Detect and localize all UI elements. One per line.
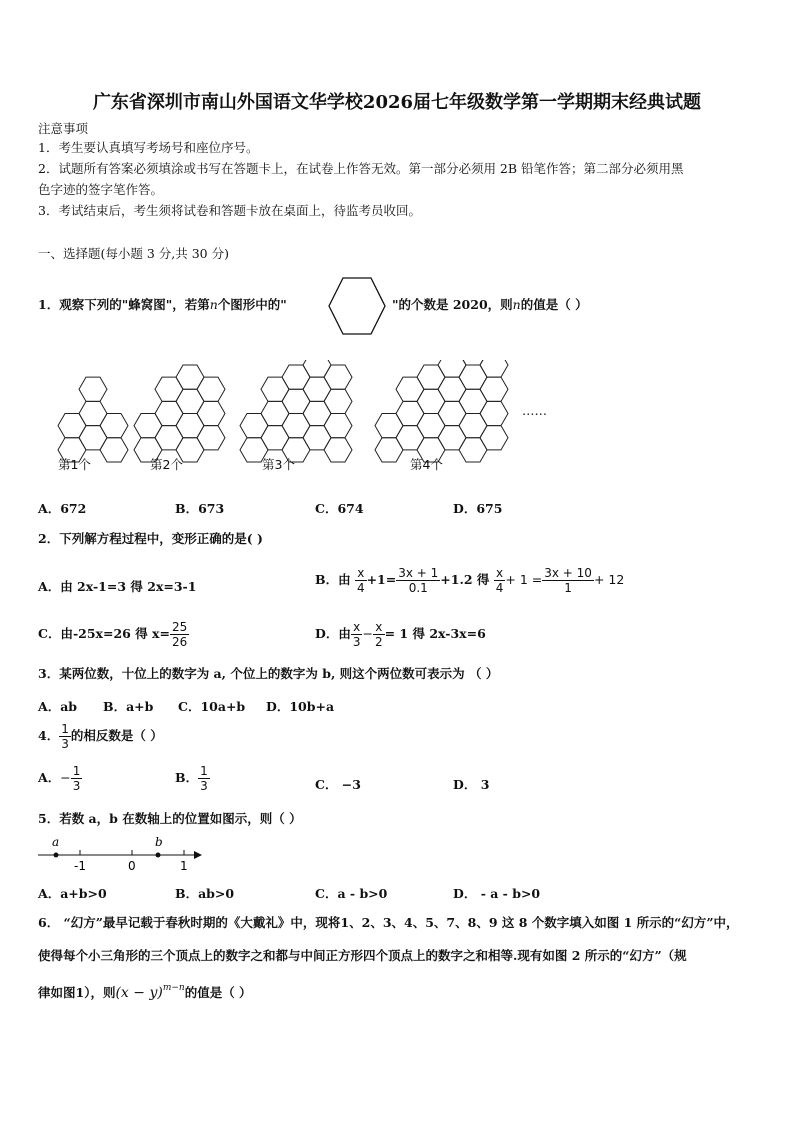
arrow-icon <box>194 851 202 859</box>
denominator: 0.1 <box>408 581 428 595</box>
denominator: 1 <box>564 581 572 595</box>
q2-b-mid3: + 1 = <box>505 572 543 587</box>
denominator: 3 <box>352 635 361 649</box>
q6-exponent: m−n <box>162 983 185 993</box>
q1-text-c: "的个数是 2020，则 <box>392 297 513 312</box>
honeycomb-cell <box>396 426 424 450</box>
q6-expression: (x − y) <box>115 985 163 1002</box>
honeycomb-cell <box>79 401 107 425</box>
q2-b-prefix: B．由 <box>315 572 351 587</box>
q4-option-b[interactable] <box>175 764 210 793</box>
q5-option-d[interactable]: D． - a - b>0 <box>453 886 541 901</box>
q1-stem-tail <box>392 296 588 314</box>
q2-option-b[interactable] <box>315 566 624 595</box>
honeycomb-cell <box>324 365 352 389</box>
q2-option-c[interactable] <box>38 620 189 649</box>
numerator: 3x + 10 <box>544 566 592 580</box>
q5-option-c[interactable]: C．a - b>0 <box>315 886 388 901</box>
numerator: x <box>373 620 385 635</box>
q3-option-a[interactable]: A．ab <box>38 699 78 714</box>
figure-caption-2: 第2个 <box>150 457 183 472</box>
q4-b-label: B． <box>175 770 199 785</box>
figure-caption-3: 第3个 <box>262 457 295 472</box>
honeycomb-cell <box>303 401 331 425</box>
denominator: 26 <box>171 635 188 649</box>
honeycomb-cell <box>176 389 204 413</box>
tick-label: 1 <box>180 859 188 873</box>
numerator: x <box>355 566 367 581</box>
honeycomb-cell <box>176 365 204 389</box>
honeycomb-cell <box>100 414 128 438</box>
honeycomb-cell <box>459 438 487 462</box>
page-title: 广东省深圳市南山外国语文华学校2026届七年级数学第一学期期末经典试题 <box>92 92 702 113</box>
q1-stem <box>38 296 287 314</box>
honeycomb-cell <box>303 360 331 377</box>
q3-option-c[interactable]: C．10a+b <box>178 699 246 714</box>
numerator: x <box>351 620 363 635</box>
q6-line-3 <box>38 981 252 1002</box>
q2-b-mid: +1= <box>366 572 397 587</box>
q4-number: 4． <box>38 728 60 743</box>
honeycomb-cell <box>480 401 508 425</box>
honeycomb-figure-1 <box>58 377 128 462</box>
denominator: 3 <box>72 779 81 793</box>
q3-option-d[interactable]: D．10b+a <box>266 699 335 714</box>
denominator: 3 <box>200 779 208 793</box>
honeycomb-cell <box>79 377 107 401</box>
q1-option-a[interactable]: A．672 <box>38 501 87 516</box>
q1-text-a: 1．观察下列的"蜂窝图"，若第 <box>38 297 210 312</box>
notice-item-3: 3．考试结束后，考生须将试卷和答题卡放在桌面上，待监考员收回。 <box>38 203 421 218</box>
honeycomb-cell <box>100 438 128 462</box>
section-heading: 一、选择题(每小题 3 分,共 30 分) <box>38 246 229 261</box>
fraction <box>355 566 367 595</box>
honeycomb-cell <box>261 377 289 401</box>
honeycomb-cell <box>396 401 424 425</box>
figure-caption-1: 第1个 <box>58 457 91 472</box>
q2-b-mid2: +1.2 得 <box>440 572 490 587</box>
hexagon-icon <box>322 274 392 338</box>
minus-sign: − <box>362 626 373 641</box>
q1-text-b: 个图形中的" <box>217 297 287 312</box>
fraction <box>59 722 71 751</box>
honeycomb-cell <box>480 360 508 377</box>
honeycomb-cell <box>375 414 403 438</box>
honeycomb-cell <box>324 389 352 413</box>
notice-item-1: 1．考生要认真填写考场号和座位序号。 <box>38 140 259 155</box>
q1-option-d[interactable]: D．675 <box>453 501 503 516</box>
honeycomb-cell <box>417 414 445 438</box>
q1-text-d: 的值是（ ） <box>520 297 588 312</box>
honeycomb-cell <box>417 389 445 413</box>
tick-label: -1 <box>74 859 86 873</box>
q2-d-end: = 1 得 2x-3x=6 <box>384 626 486 641</box>
q2-option-a[interactable]: A．由 2x-1=3 得 2x=3-1 <box>38 579 197 594</box>
fraction <box>373 620 385 649</box>
honeycomb-figure-4 <box>375 360 508 462</box>
honeycomb-cell <box>240 414 268 438</box>
q6-line-2: 使得每个小三角形的三个顶点上的数字之和都与中间正方形四个顶点上的数字之和相等.现有如图 2 所示的“幻方”（规 <box>38 948 687 963</box>
q5-option-a[interactable]: A．a+b>0 <box>38 886 107 901</box>
denominator: 3 <box>61 737 69 751</box>
q4-option-d[interactable]: D． 3 <box>453 777 490 792</box>
q4-a-label: A． <box>38 770 61 785</box>
honeycomb-cell <box>155 377 183 401</box>
honeycomb-cell <box>282 389 310 413</box>
q3-option-b[interactable]: B．a+b <box>103 699 154 714</box>
honeycomb-cell <box>459 389 487 413</box>
honeycomb-cell <box>480 377 508 401</box>
honeycomb-cell <box>480 426 508 450</box>
label-b: b <box>155 835 163 849</box>
honeycomb-cell <box>197 426 225 450</box>
numerator: 1 <box>61 722 69 736</box>
numerator: 1 <box>200 764 208 778</box>
honeycomb-cell <box>459 414 487 438</box>
honeycomb-cell <box>324 438 352 462</box>
q2-option-d[interactable] <box>315 620 486 649</box>
label-a: a <box>52 835 60 849</box>
honeycomb-cell <box>459 365 487 389</box>
fraction <box>542 566 594 595</box>
honeycomb-cell <box>155 401 183 425</box>
denominator: 4 <box>495 581 504 595</box>
q2-c-prefix: C．由-25x=26 得 x= <box>38 626 170 641</box>
honeycomb-cell <box>58 414 86 438</box>
fraction <box>170 620 189 649</box>
honeycomb-cell <box>324 414 352 438</box>
honeycomb-figures <box>30 360 570 476</box>
denominator: 4 <box>356 581 365 595</box>
honeycomb-cell <box>375 438 403 462</box>
tick-label: 0 <box>128 859 136 873</box>
q3-stem: 3．某两位数，十位上的数字为 a, 个位上的数字为 b, 则这个两位数可表示为 （ ） <box>38 666 499 681</box>
fraction <box>494 566 506 595</box>
honeycomb-cell <box>134 414 162 438</box>
notice-heading: 注意事项 <box>38 121 89 136</box>
honeycomb-figure-3 <box>240 360 352 462</box>
q2-stem: 2．下列解方程过程中，变形正确的是( ) <box>38 531 263 546</box>
honeycomb-cell <box>303 377 331 401</box>
honeycomb-cell <box>417 365 445 389</box>
honeycomb-cell <box>438 360 466 377</box>
q4-option-c[interactable]: C． −3 <box>315 777 361 792</box>
q2-b-end: + 12 <box>593 572 625 587</box>
fraction <box>71 764 83 793</box>
honeycomb-figure-2 <box>134 365 225 462</box>
denominator: 2 <box>374 635 383 649</box>
honeycomb-cell <box>261 426 289 450</box>
fraction <box>396 566 440 595</box>
q6-line-1: 6． “幻方”最早记载于春秋时期的《大戴礼》中，现将1、2、3、4、5、7、8、9 这 8 个数字填入如图 1 所示的“幻方”中， <box>38 915 739 930</box>
honeycomb-cell <box>197 377 225 401</box>
honeycomb-cell <box>197 401 225 425</box>
q4-stem <box>38 722 163 751</box>
q6-line3-a: 律如图1），则 <box>38 985 116 1001</box>
honeycomb-cell <box>79 426 107 450</box>
numerator: 3x + 1 <box>398 566 439 580</box>
numerator: 1 <box>72 764 81 778</box>
point-a <box>54 853 59 858</box>
honeycomb-cell <box>396 377 424 401</box>
q5-stem: 5．若数 a，b 在数轴上的位置如图示，则（ ） <box>38 811 302 826</box>
honeycomb-cell <box>438 426 466 450</box>
q1-option-c[interactable]: C．674 <box>315 501 364 516</box>
figure-ellipsis: …… <box>522 403 547 418</box>
point-b <box>156 853 161 858</box>
honeycomb-cell <box>155 426 183 450</box>
q1-n-2: n <box>512 297 521 312</box>
honeycomb-cell <box>282 365 310 389</box>
number-line <box>36 834 206 874</box>
honeycomb-cell <box>303 426 331 450</box>
notice-item-2a: 2．试题所有答案必须填涂或书写在答题卡上，在试卷上作答无效。第一部分必须用 2B 铅笔作答；第二部分必须用黑 <box>38 161 684 176</box>
q4-option-a[interactable] <box>38 764 82 793</box>
q4-tail: 的相反数是（ ） <box>70 728 163 743</box>
honeycomb-cell <box>176 414 204 438</box>
q5-option-b[interactable]: B．ab>0 <box>175 886 235 901</box>
fraction <box>198 764 210 793</box>
q1-option-b[interactable]: B．673 <box>175 501 225 516</box>
q1-n: n <box>209 297 218 312</box>
honeycomb-cell <box>438 377 466 401</box>
numerator: 25 <box>171 620 188 634</box>
honeycomb-cell <box>261 401 289 425</box>
honeycomb-cell <box>438 401 466 425</box>
fraction <box>351 620 363 649</box>
honeycomb-cell <box>282 414 310 438</box>
figure-caption-4: 第4个 <box>410 457 443 472</box>
q2-d-prefix: D．由 <box>315 626 351 641</box>
minus-sign: − <box>60 770 71 785</box>
notice-item-2b: 色字迹的签字笔作答。 <box>38 182 164 197</box>
q6-line3-b: 的值是（ ） <box>184 985 252 1001</box>
numerator: x <box>494 566 506 581</box>
